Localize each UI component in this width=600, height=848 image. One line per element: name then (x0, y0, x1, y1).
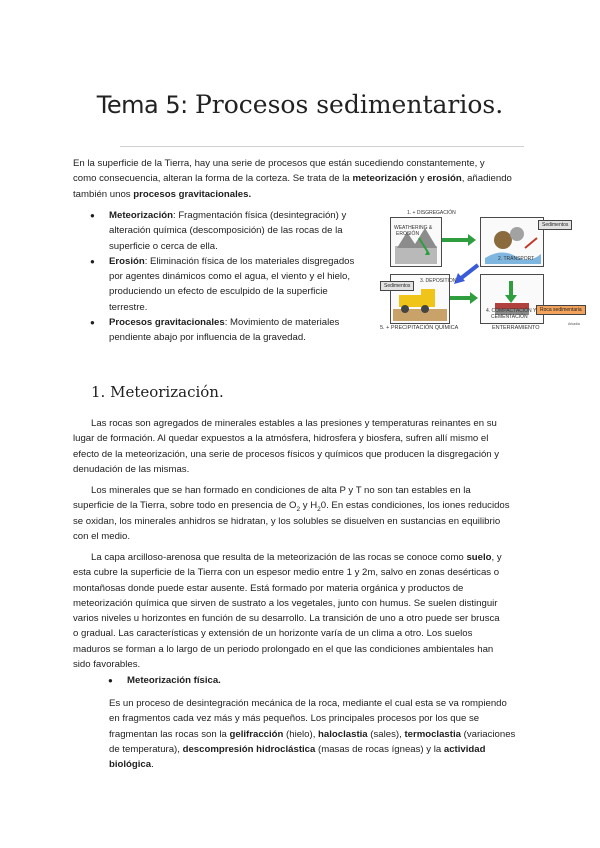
paragraph-text: (hielo), (283, 728, 319, 740)
bullet-icon: ● (90, 211, 95, 220)
paragraph-line: varios niveles u horizontes en función de su desarrollo. La transición de uno a otro puede ser brusca (73, 613, 500, 625)
paragraph-line (73, 498, 533, 513)
paragraph-rocas (73, 416, 533, 477)
paragraph-line: denudación de las mismas. (73, 463, 190, 475)
diagram-label-transport: 2. TRANSPORT (498, 256, 535, 262)
list-item-meteorizacion (90, 208, 371, 254)
bold-descompresion: descompresión hidroclástica (182, 743, 316, 755)
list-item-text: : Eliminación física de los materiales disgregados (144, 255, 355, 267)
subscript: 2 (317, 506, 321, 514)
intro-text: también unos (73, 188, 134, 200)
diagram-credit: Arkadia (568, 322, 580, 326)
arrow-right-icon (450, 291, 480, 305)
paragraph-meteorizacion-fisica (109, 696, 539, 772)
section-heading-meteorizacion: 1. Meteorización. (91, 383, 224, 401)
paragraph-line: sido favorables. (73, 659, 141, 671)
list-item-text: superficie o cerca de ella. (109, 240, 218, 252)
list-item-label: Erosión (109, 255, 145, 267)
paragraph-line: efecto de la meteorización, una serie de procesos físicos y químicos que producen la disgregación y (73, 448, 500, 460)
paragraph-line (109, 757, 539, 772)
list-item-text: produciendo un efecto de esculpido de la superficie (109, 286, 328, 298)
paragraph-text: (variaciones (460, 728, 516, 740)
diagram-label-weathering: WEATHERING & (394, 225, 433, 231)
list-item-text: por agentes dinámicos como el agua, el viento y el hielo, (109, 271, 351, 283)
list-item-label: Procesos gravitacionales (109, 317, 225, 329)
bold-termoclastia: termoclastia (404, 728, 461, 740)
bullet-icon: ● (90, 256, 95, 266)
intro-line (73, 171, 533, 186)
bold-actividad: actividad (443, 743, 486, 755)
tag-sedimentos: Sedimentos (538, 220, 572, 230)
bullet-icon: ● (108, 676, 113, 685)
intro-line (73, 187, 533, 202)
paragraph-text: (masas de rocas ígneas) y la (315, 743, 444, 755)
diagram-label-cementacion: CEMENTACIÓN (491, 314, 528, 320)
paragraph-line (73, 550, 533, 565)
bold-gelifraccion: gelifracción (229, 728, 284, 740)
tag-sedimentos: Sedimentos (380, 281, 414, 291)
paragraph-line: Los minerales que se han formado en condiciones de alta P y T no son tan estables en la (91, 485, 471, 496)
bold-biologica: biológica (109, 759, 152, 771)
paragraph-text: (sales), (367, 728, 405, 740)
paragraph-line: meteorización química que sirven de sustrato a los vegetales, junto con humus. Se suelen distinguir (73, 597, 498, 609)
paragraph-suelo (73, 550, 533, 672)
paragraph-text: La capa arcilloso-arenosa que resulta de la meteorización de las rocas se conoce como (91, 552, 467, 563)
paragraph-line: o gradual. Las características y extensión de un horizonte varía de un clima a otro. Los suelos (73, 628, 473, 640)
paragraph-line: maduros se forman a lo largo de un periodo prolongado en el que las condiciones ambientales han (73, 643, 494, 655)
list-item-procesos-gravitacionales (90, 315, 371, 346)
bullet-icon: ● (90, 318, 95, 328)
definition-list (90, 208, 371, 346)
arrow-right-icon (442, 233, 478, 247)
bold-suelo: suelo (466, 552, 492, 563)
intro-bold-procesos: procesos gravitacionales. (133, 188, 252, 200)
diagram-label-disgregacion: 1. + DISGREGACIÓN (407, 210, 456, 216)
subheading-meteorizacion-fisica (108, 673, 221, 688)
diagram-label-erosion: EROSIÓN (396, 231, 420, 237)
subscript: 2 (296, 506, 301, 514)
list-item-text: pendiente abajo por influencia de la gravedad. (109, 332, 306, 344)
paragraph-text: . (151, 759, 154, 771)
paragraph-line: Es un proceso de desintegración mecánica de la roca, mediante el cual esta se va rompiendo (109, 698, 507, 709)
paragraph-line: en fragmentos cada vez más y más pequeños. Los principales procesos por los que se (109, 713, 480, 725)
paragraph-text: superficie de la Tierra, sobre todo en presencia de O (73, 500, 297, 512)
subheading-label: Meteorización física. (127, 675, 221, 686)
title-number: Tema 5: (96, 91, 188, 119)
paragraph-minerales (73, 483, 533, 544)
bold-haloclastia: haloclastia (318, 728, 368, 740)
paragraph-line (109, 742, 539, 757)
intro-text: como consecuencia, alteran la forma de la corteza. Se trata de la (73, 173, 353, 185)
list-item-text: alteración química (descomposición) de las rocas de la (109, 225, 343, 237)
title-main: Procesos sedimentarios. (194, 90, 504, 119)
diagram-label-compactacion: 4. COMPACTACIÓN Y (486, 308, 537, 314)
paragraph-line: montañosas donde puede estar ausente. Está formado por materia orgánica y productos de (73, 582, 464, 594)
paragraph-text: fragmentan las rocas son la (109, 728, 230, 740)
intro-paragraph (73, 156, 533, 202)
tag-roca-sedimentaria: Roca sedimentaria (536, 305, 586, 315)
page-title (0, 86, 600, 123)
sedimentary-cycle-diagram (370, 207, 592, 335)
paragraph-line: lugar de formación. Al quedar expuestos a la atmósfera, hidrosfera y biosfera, sufren allí mismo el (73, 433, 489, 445)
diagram-label-precipitacion: 5. + PRECIPITACIÓN QUÍMICA (380, 325, 459, 331)
paragraph-text: , y (491, 552, 502, 563)
list-item-erosion (90, 254, 371, 315)
list-item-label: Meteorización (109, 210, 173, 221)
paragraph-line: se oxidan, los minerales anhidros se hidratan, y los solubles se disuelven en sustancias en equilibrio (73, 515, 501, 527)
diagram-label-enterramiento: ENTERRAMIENTO (492, 325, 540, 331)
list-item-text: : Fragmentación física (desintegración) y (172, 210, 347, 221)
paragraph-line: con el medio. (73, 530, 131, 542)
paragraph-line (109, 727, 539, 742)
paragraph-line: Las rocas son agregados de minerales estables a las presiones y temperaturas reinantes en su (91, 418, 497, 429)
diagram-label-deposition: 3. DEPOSITION (420, 278, 457, 284)
intro-bold-erosion: erosión (427, 173, 462, 185)
title-divider (120, 146, 524, 147)
paragraph-text: de temperatura), (109, 743, 183, 755)
intro-text: y (416, 173, 428, 185)
paragraph-line: esta cubre la superficie de la Tierra con un espesor medio entre 1 y 2m, salvo en zonas desérticas o (73, 567, 500, 579)
paragraph-text: 0. En estas condiciones, los iones reducidos (320, 500, 510, 512)
list-item-text: : Movimiento de materiales (224, 317, 340, 329)
paragraph-text: y H (300, 500, 318, 512)
list-item-text: terrestre. (109, 301, 148, 313)
intro-bold-meteorizacion: meteorización (352, 173, 417, 185)
intro-line: En la superficie de la Tierra, hay una serie de procesos que están sucediendo constantemente, y (73, 158, 485, 169)
intro-text: , añadiendo (461, 173, 512, 185)
